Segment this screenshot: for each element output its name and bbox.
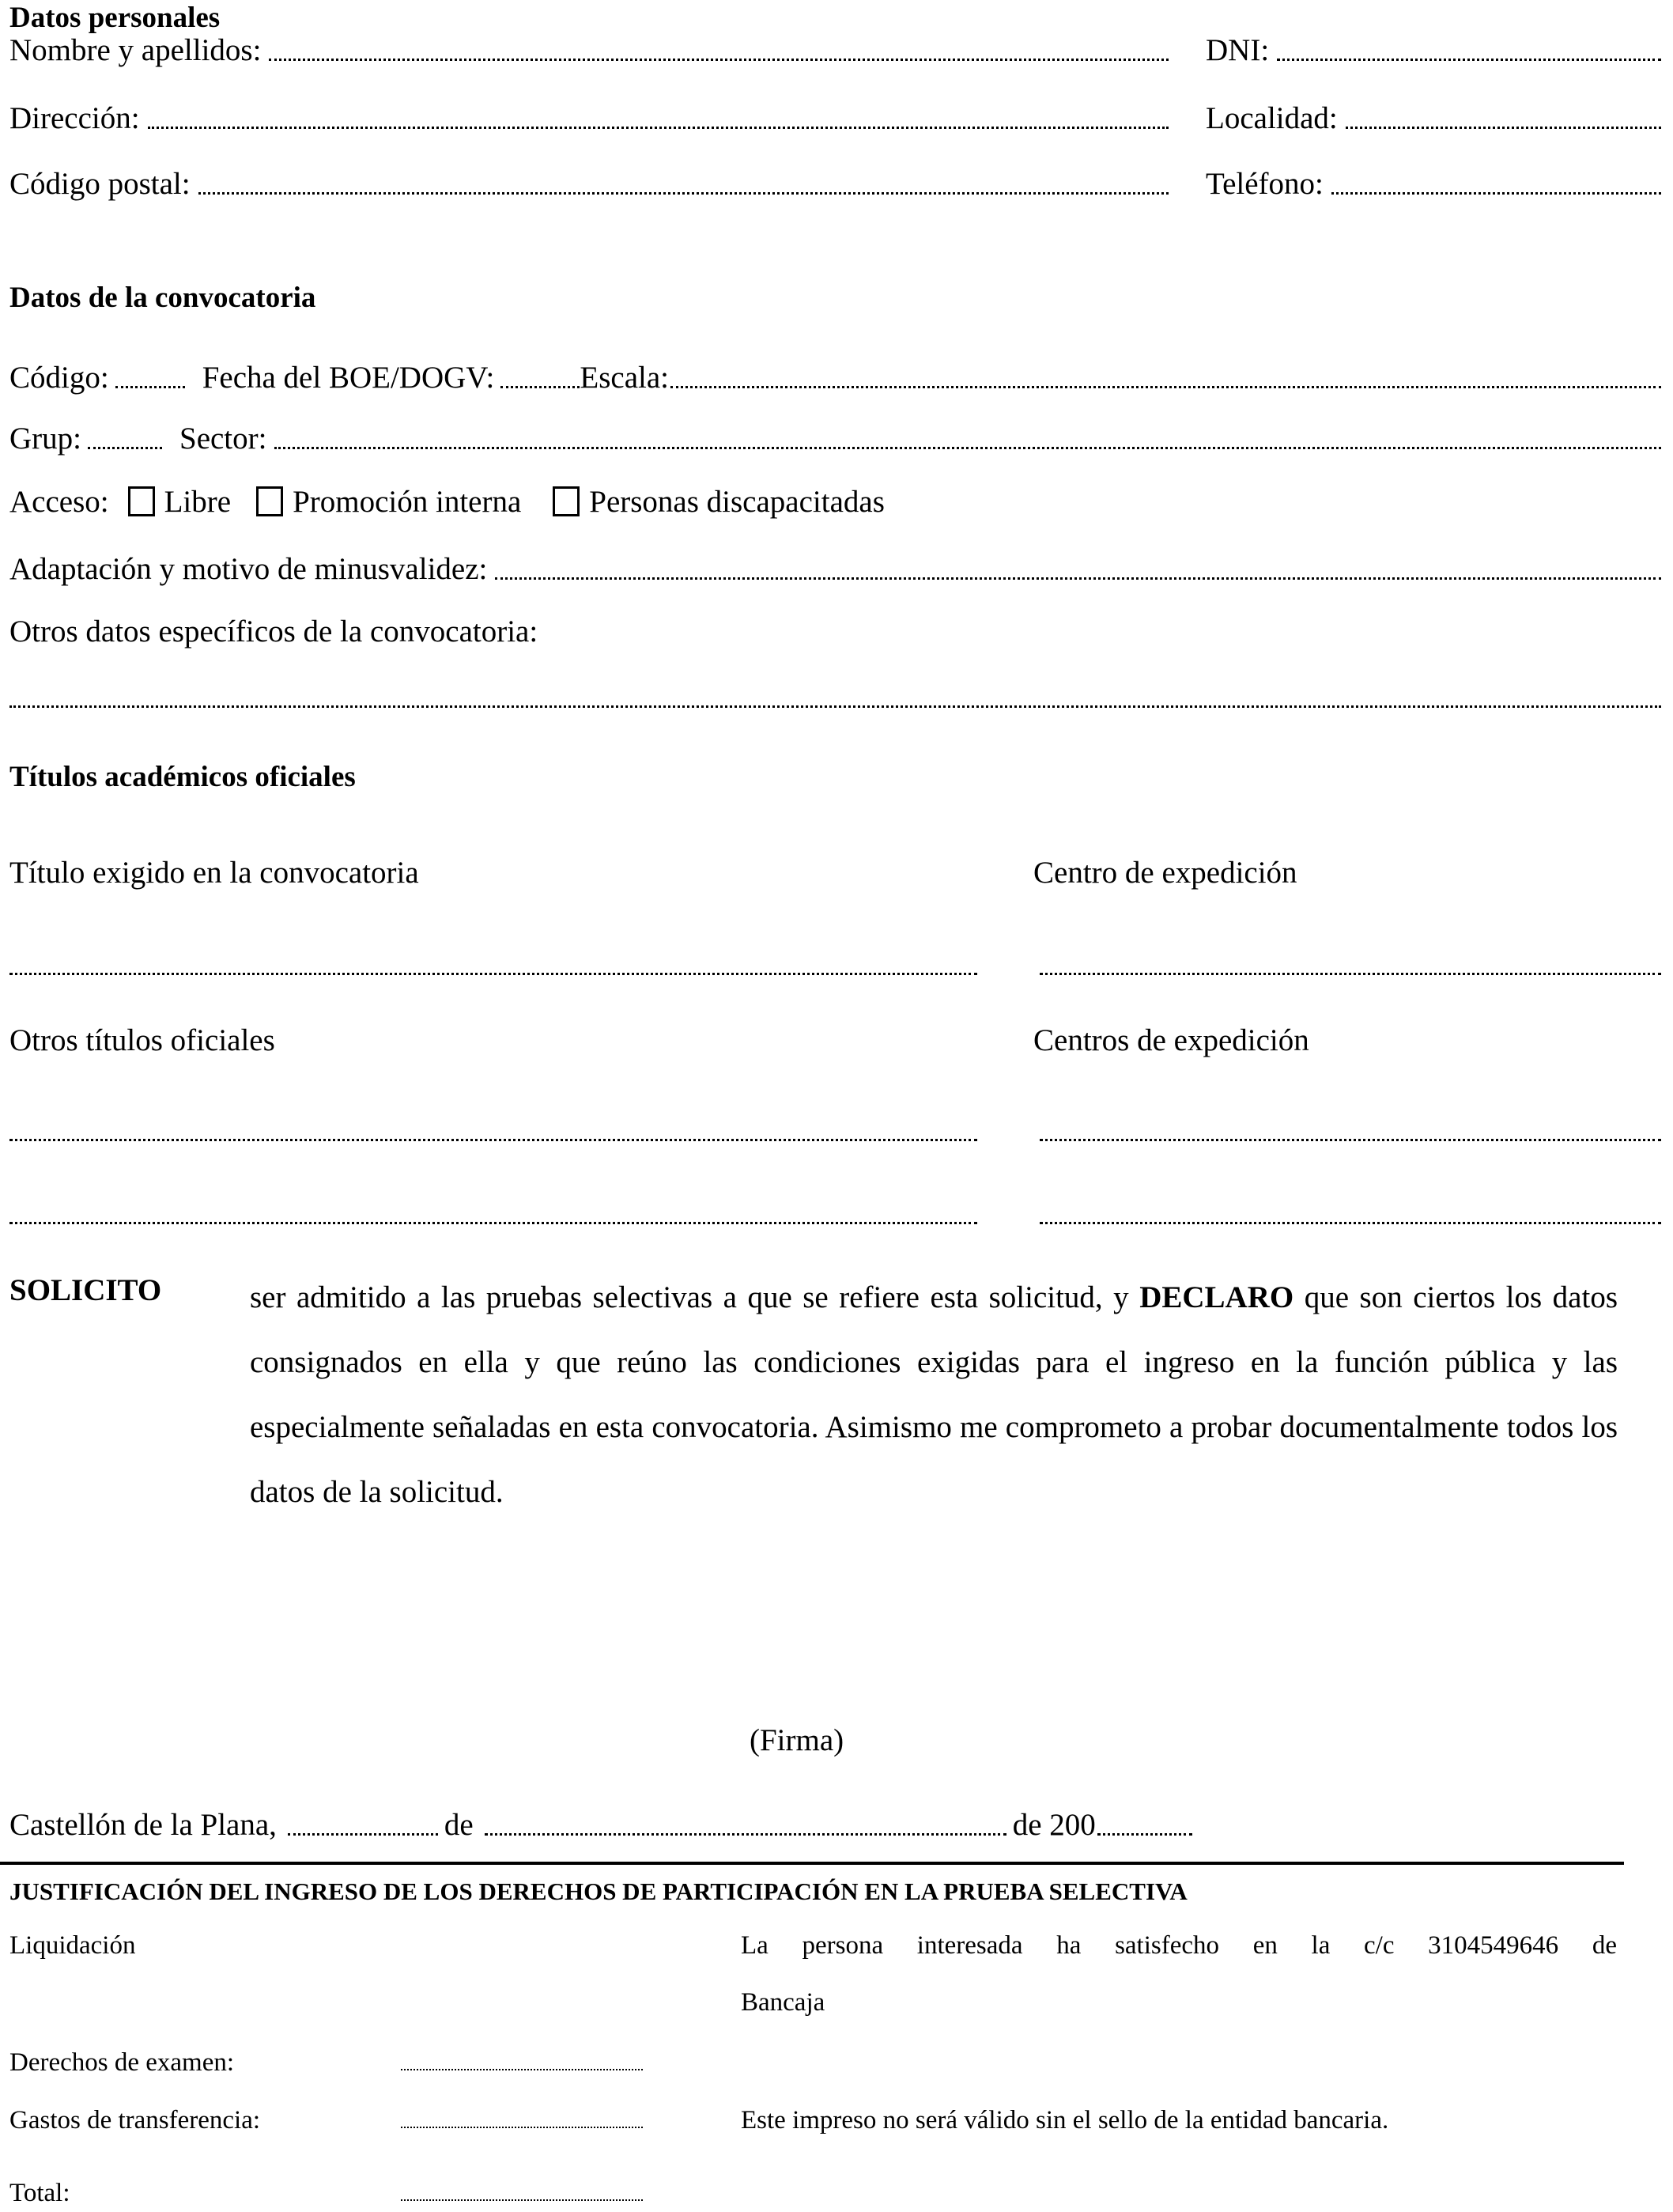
group-input[interactable] <box>88 447 162 449</box>
declaration-text-2: que son ciertos los datos consignados en ella y que reúno las condiciones exigidas para el ingreso en la función pública y las especialmente señaladas en esta convocatoria. Asimismo me comprometo a probar documentalmente todos los datos de la solicitud. <box>250 1280 1618 1509</box>
name-input[interactable] <box>269 59 1169 61</box>
access-option-label: Promoción interna <box>293 485 522 519</box>
other-data-label: Otros datos específicos de la convocatoria: <box>9 614 538 648</box>
date-place-row <box>9 1805 1199 1843</box>
year-prefix: de 200 <box>1012 1808 1096 1842</box>
section-heading-convocatoria: Datos de la convocatoria <box>9 282 316 314</box>
date-input[interactable] <box>500 386 580 388</box>
solicito-label: SOLICITO <box>9 1273 162 1307</box>
phone-label: Teléfono: <box>1206 167 1324 201</box>
locality-label: Localidad: <box>1206 101 1338 135</box>
account-text <box>741 1923 1617 1961</box>
year-input[interactable] <box>1097 1833 1192 1836</box>
total-label: Total: <box>9 2179 70 2207</box>
payment-heading: JUSTIFICACIÓN DEL INGRESO DE LOS DERECHOS DE PARTICIPACIÓN EN LA PRUEBA SELECTIVA <box>9 1877 1188 1905</box>
dni-input[interactable] <box>1277 59 1661 61</box>
divider <box>0 1862 1624 1865</box>
de-label: de <box>444 1808 474 1842</box>
exam-fee-input[interactable] <box>401 2069 643 2070</box>
adaptation-field[interactable] <box>9 549 1666 587</box>
transfer-fee-label: Gastos de transferencia: <box>9 2106 261 2134</box>
address-input[interactable] <box>148 127 1169 129</box>
section-heading-titulos: Títulos académicos oficiales <box>9 761 356 793</box>
phone-field[interactable] <box>1206 164 1666 202</box>
centers-label: Centros de expedición <box>1033 1023 1309 1057</box>
group-row <box>9 418 1666 456</box>
adaptation-label: Adaptación y motivo de minusvalidez: <box>9 552 488 586</box>
required-title-input[interactable] <box>9 973 977 975</box>
address-field[interactable] <box>9 98 1173 136</box>
postal-field[interactable] <box>9 164 1173 202</box>
other-data-input[interactable] <box>9 705 1661 708</box>
centers-input-1[interactable] <box>1040 1139 1661 1141</box>
postal-input[interactable] <box>198 192 1169 195</box>
scale-label: Escala: <box>580 361 669 395</box>
sector-input[interactable] <box>274 447 1661 449</box>
phone-input[interactable] <box>1331 192 1661 195</box>
access-option-label: Personas discapacitadas <box>589 485 885 519</box>
access-libre-checkbox[interactable] <box>128 486 155 516</box>
required-title-label: Título exigido en la convocatoria <box>9 856 419 890</box>
center-input[interactable] <box>1040 973 1661 975</box>
access-row <box>9 482 885 520</box>
access-label: Acceso: <box>9 485 109 519</box>
signature-label: (Firma) <box>750 1723 844 1757</box>
other-data-field[interactable] <box>9 677 1666 715</box>
center-label: Centro de expedición <box>1033 856 1297 890</box>
scale-input[interactable] <box>670 386 1661 388</box>
day-input[interactable] <box>288 1833 438 1836</box>
bank-name: Bancaja <box>741 1988 825 2017</box>
other-titles-label: Otros títulos oficiales <box>9 1023 275 1057</box>
name-field[interactable] <box>9 30 1173 68</box>
code-row <box>9 357 1666 395</box>
name-label: Nombre y apellidos: <box>9 33 262 67</box>
locality-field[interactable] <box>1206 98 1666 136</box>
declaro-keyword: DECLARO <box>1139 1280 1294 1314</box>
code-label: Código: <box>9 361 109 395</box>
access-promocion-checkbox[interactable] <box>256 486 283 516</box>
transfer-fee-input[interactable] <box>401 2127 643 2128</box>
section-heading-personal: Datos personales <box>9 2 221 34</box>
access-option-label: Libre <box>164 485 232 519</box>
declaration-text-1: ser admitido a las pruebas selectivas a que se refiere esta solicitud, y <box>250 1280 1140 1314</box>
other-title-input-1[interactable] <box>9 1139 977 1141</box>
group-label: Grup: <box>9 422 81 456</box>
sector-label: Sector: <box>179 422 267 456</box>
access-discapacitadas-checkbox[interactable] <box>553 486 580 516</box>
validity-notice: Este impreso no será válido sin el sello de la entidad bancaria. <box>741 2106 1389 2134</box>
adaptation-input[interactable] <box>495 577 1661 580</box>
place-label: Castellón de la Plana, <box>9 1808 277 1842</box>
centers-input-2[interactable] <box>1040 1222 1661 1224</box>
address-label: Dirección: <box>9 101 140 135</box>
dni-field[interactable] <box>1206 30 1666 68</box>
declaration-paragraph <box>250 1265 1618 1525</box>
date-label: Fecha del BOE/DOGV: <box>202 361 495 395</box>
postal-label: Código postal: <box>9 167 191 201</box>
dni-label: DNI: <box>1206 33 1270 67</box>
liquidation-label: Liquidación <box>9 1931 136 1960</box>
other-title-input-2[interactable] <box>9 1222 977 1224</box>
total-input[interactable] <box>401 2199 643 2201</box>
locality-input[interactable] <box>1346 127 1661 129</box>
code-input[interactable] <box>115 386 185 388</box>
account-text-line: La persona interesada ha satisfecho en la c/c 3104549646 de <box>741 1931 1617 1960</box>
exam-fee-label: Derechos de examen: <box>9 2048 235 2077</box>
month-input[interactable] <box>485 1833 1006 1836</box>
